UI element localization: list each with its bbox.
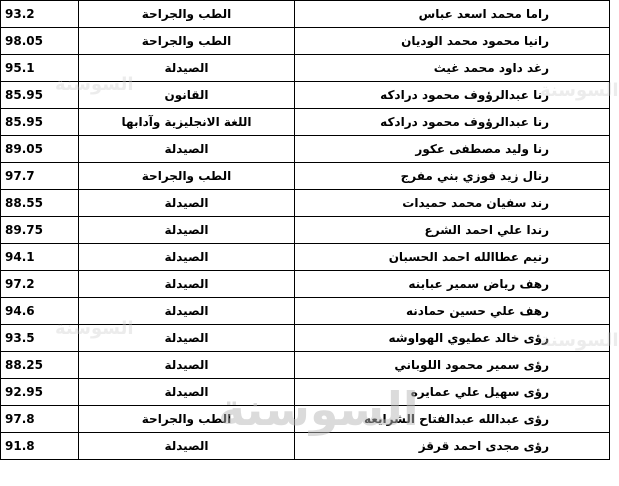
student-name-cell: رندا علي احمد الشرع bbox=[295, 217, 610, 244]
table-row bbox=[1, 406, 610, 433]
major-cell: الصيدلة bbox=[79, 217, 295, 244]
table-row bbox=[1, 1, 610, 28]
score-cell: 94.1 bbox=[1, 244, 79, 271]
major-cell: الصيدلة bbox=[79, 352, 295, 379]
score-cell: 97.8 bbox=[1, 406, 79, 433]
score-cell: 92.95 bbox=[1, 379, 79, 406]
major-cell: الطب والجراحة bbox=[79, 28, 295, 55]
score-cell: 88.25 bbox=[1, 352, 79, 379]
student-name-cell: رنا عبدالرؤوف محمود درادكه bbox=[295, 109, 610, 136]
watermark-small: السوسنة bbox=[540, 330, 619, 351]
student-name-cell: رؤى خالد عطيوي الهواوشه bbox=[295, 325, 610, 352]
major-cell: الطب والجراحة bbox=[79, 406, 295, 433]
student-name-cell: رؤى سهيل علي عمايره bbox=[295, 379, 610, 406]
score-cell: 93.2 bbox=[1, 1, 79, 28]
score-cell: 98.05 bbox=[1, 28, 79, 55]
student-name-cell: رهف علي حسين حمادنه bbox=[295, 298, 610, 325]
score-cell: 85.95 bbox=[1, 109, 79, 136]
student-name-cell: رؤى عبدالله عبدالفتاح الشرايعه bbox=[295, 406, 610, 433]
major-cell: اللغة الانجليزية وآدابها bbox=[79, 109, 295, 136]
major-cell: الصيدلة bbox=[79, 136, 295, 163]
table-row bbox=[1, 190, 610, 217]
table-row bbox=[1, 244, 610, 271]
major-cell: الصيدلة bbox=[79, 433, 295, 460]
major-cell: الصيدلة bbox=[79, 244, 295, 271]
table-row bbox=[1, 298, 610, 325]
watermark-small: السوسنة bbox=[55, 74, 134, 95]
table-row bbox=[1, 109, 610, 136]
table-row bbox=[1, 433, 610, 460]
major-cell: الصيدلة bbox=[79, 379, 295, 406]
major-cell: الصيدلة bbox=[79, 325, 295, 352]
score-cell: 97.7 bbox=[1, 163, 79, 190]
table-row bbox=[1, 82, 610, 109]
score-cell: 94.6 bbox=[1, 298, 79, 325]
watermark-small: السوسنة bbox=[540, 80, 619, 101]
table-row bbox=[1, 271, 610, 298]
watermark-small: السوسنة bbox=[55, 318, 134, 339]
results-table-body bbox=[1, 1, 610, 460]
score-cell: 88.55 bbox=[1, 190, 79, 217]
score-cell: 95.1 bbox=[1, 55, 79, 82]
student-name-cell: رنيم عطاالله احمد الحسبان bbox=[295, 244, 610, 271]
student-name-cell: راما محمد اسعد عباس bbox=[295, 1, 610, 28]
student-name-cell: رنا وليد مصطفى عكور bbox=[295, 136, 610, 163]
score-cell: 89.05 bbox=[1, 136, 79, 163]
major-cell: الصيدلة bbox=[79, 271, 295, 298]
student-name-cell: رنا عبدالرؤوف محمود درادكه bbox=[295, 82, 610, 109]
score-cell: 97.2 bbox=[1, 271, 79, 298]
major-cell: الصيدلة bbox=[79, 298, 295, 325]
table-row bbox=[1, 325, 610, 352]
student-name-cell: رنال زيد فوزي بني مفرج bbox=[295, 163, 610, 190]
major-cell: الصيدلة bbox=[79, 55, 295, 82]
major-cell: الطب والجراحة bbox=[79, 163, 295, 190]
table-row bbox=[1, 55, 610, 82]
score-cell: 89.75 bbox=[1, 217, 79, 244]
student-name-cell: رانيا محمود محمد الوديان bbox=[295, 28, 610, 55]
score-cell: 85.95 bbox=[1, 82, 79, 109]
student-name-cell: رغد داود محمد غيث bbox=[295, 55, 610, 82]
student-name-cell: رؤى مجدى احمد قرقز bbox=[295, 433, 610, 460]
major-cell: القانون bbox=[79, 82, 295, 109]
table-row bbox=[1, 136, 610, 163]
student-name-cell: رند سفيان محمد حميدات bbox=[295, 190, 610, 217]
table-row bbox=[1, 352, 610, 379]
table-row bbox=[1, 379, 610, 406]
table-row bbox=[1, 28, 610, 55]
major-cell: الصيدلة bbox=[79, 190, 295, 217]
major-cell: الطب والجراحة bbox=[79, 1, 295, 28]
score-cell: 93.5 bbox=[1, 325, 79, 352]
table-row bbox=[1, 163, 610, 190]
table-row bbox=[1, 217, 610, 244]
student-name-cell: رؤى سمير محمود اللوباني bbox=[295, 352, 610, 379]
watermark-logo: السوسنة bbox=[218, 382, 419, 436]
student-name-cell: رهف رياض سمير عبابنه bbox=[295, 271, 610, 298]
score-cell: 91.8 bbox=[1, 433, 79, 460]
